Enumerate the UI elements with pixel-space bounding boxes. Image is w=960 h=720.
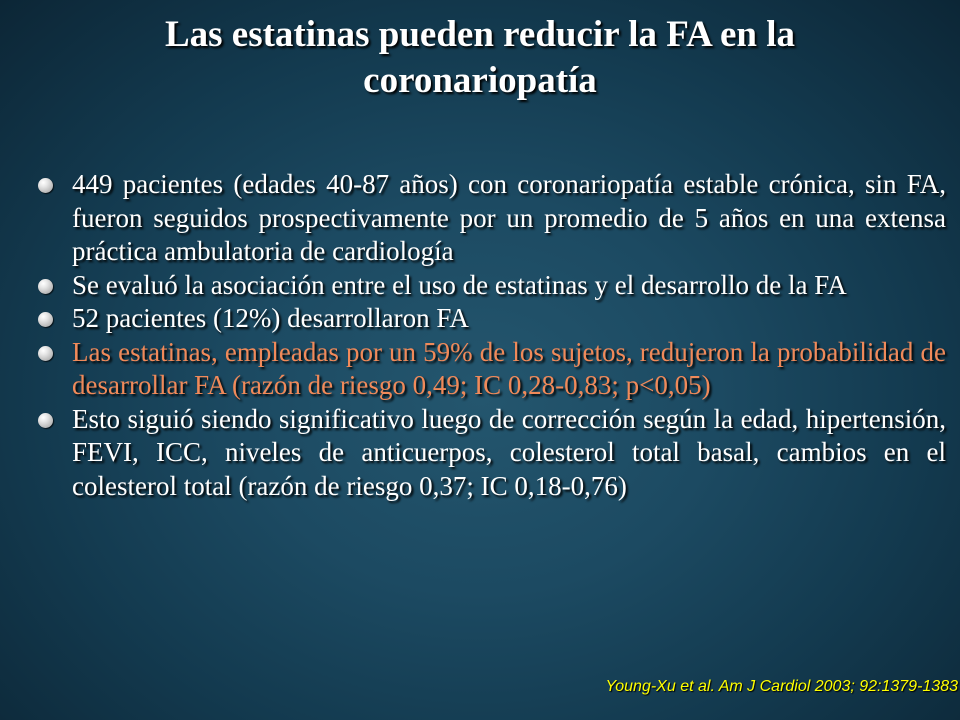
citation: Young-Xu et al. Am J Cardiol 2003; 92:1379-1383: [605, 678, 958, 695]
slide-title: Las estatinas pueden reducir la FA en la coronariopatía: [164, 14, 796, 101]
bullet-item-af-cases: [34, 302, 946, 336]
bullet-item-patients: [34, 168, 946, 269]
bullet-text: Esto siguió siendo significativo luego de corrección según la edad, hipertensión, FEVI, ICC, niveles de anticuerpos, colesterol total basal, cambios en el colesterol total (razón de riesgo 0,37; IC 0,18-0,76): [72, 403, 946, 501]
bullet-text: Las estatinas, empleadas por un 59% de los sujetos, redujeron la probabilidad de desarrollar FA (razón de riesgo 0,49; IC 0,28-0,83; p<0,05): [72, 336, 946, 400]
bullet-list: [34, 168, 946, 503]
bullet-dot-icon: [38, 312, 53, 327]
bullet-item-association: [34, 269, 946, 303]
bullet-item-adjusted-result: [34, 403, 946, 504]
bullet-dot-icon: [38, 346, 53, 361]
bullet-text: 52 pacientes (12%) desarrollaron FA: [72, 303, 469, 333]
bullet-item-statin-result: [34, 336, 946, 403]
bullet-dot-icon: [38, 279, 53, 294]
bullet-dot-icon: [38, 178, 53, 193]
bullet-text: 449 pacientes (edades 40-87 años) con coronariopatía estable crónica, sin FA, fueron seguidos prospectivamente por un promedio de 5 años en una extensa práctica ambulatoria de cardiología: [72, 169, 946, 266]
bullet-dot-icon: [38, 413, 53, 428]
bullet-text: Se evaluó la asociación entre el uso de estatinas y el desarrollo de la FA: [72, 269, 847, 300]
